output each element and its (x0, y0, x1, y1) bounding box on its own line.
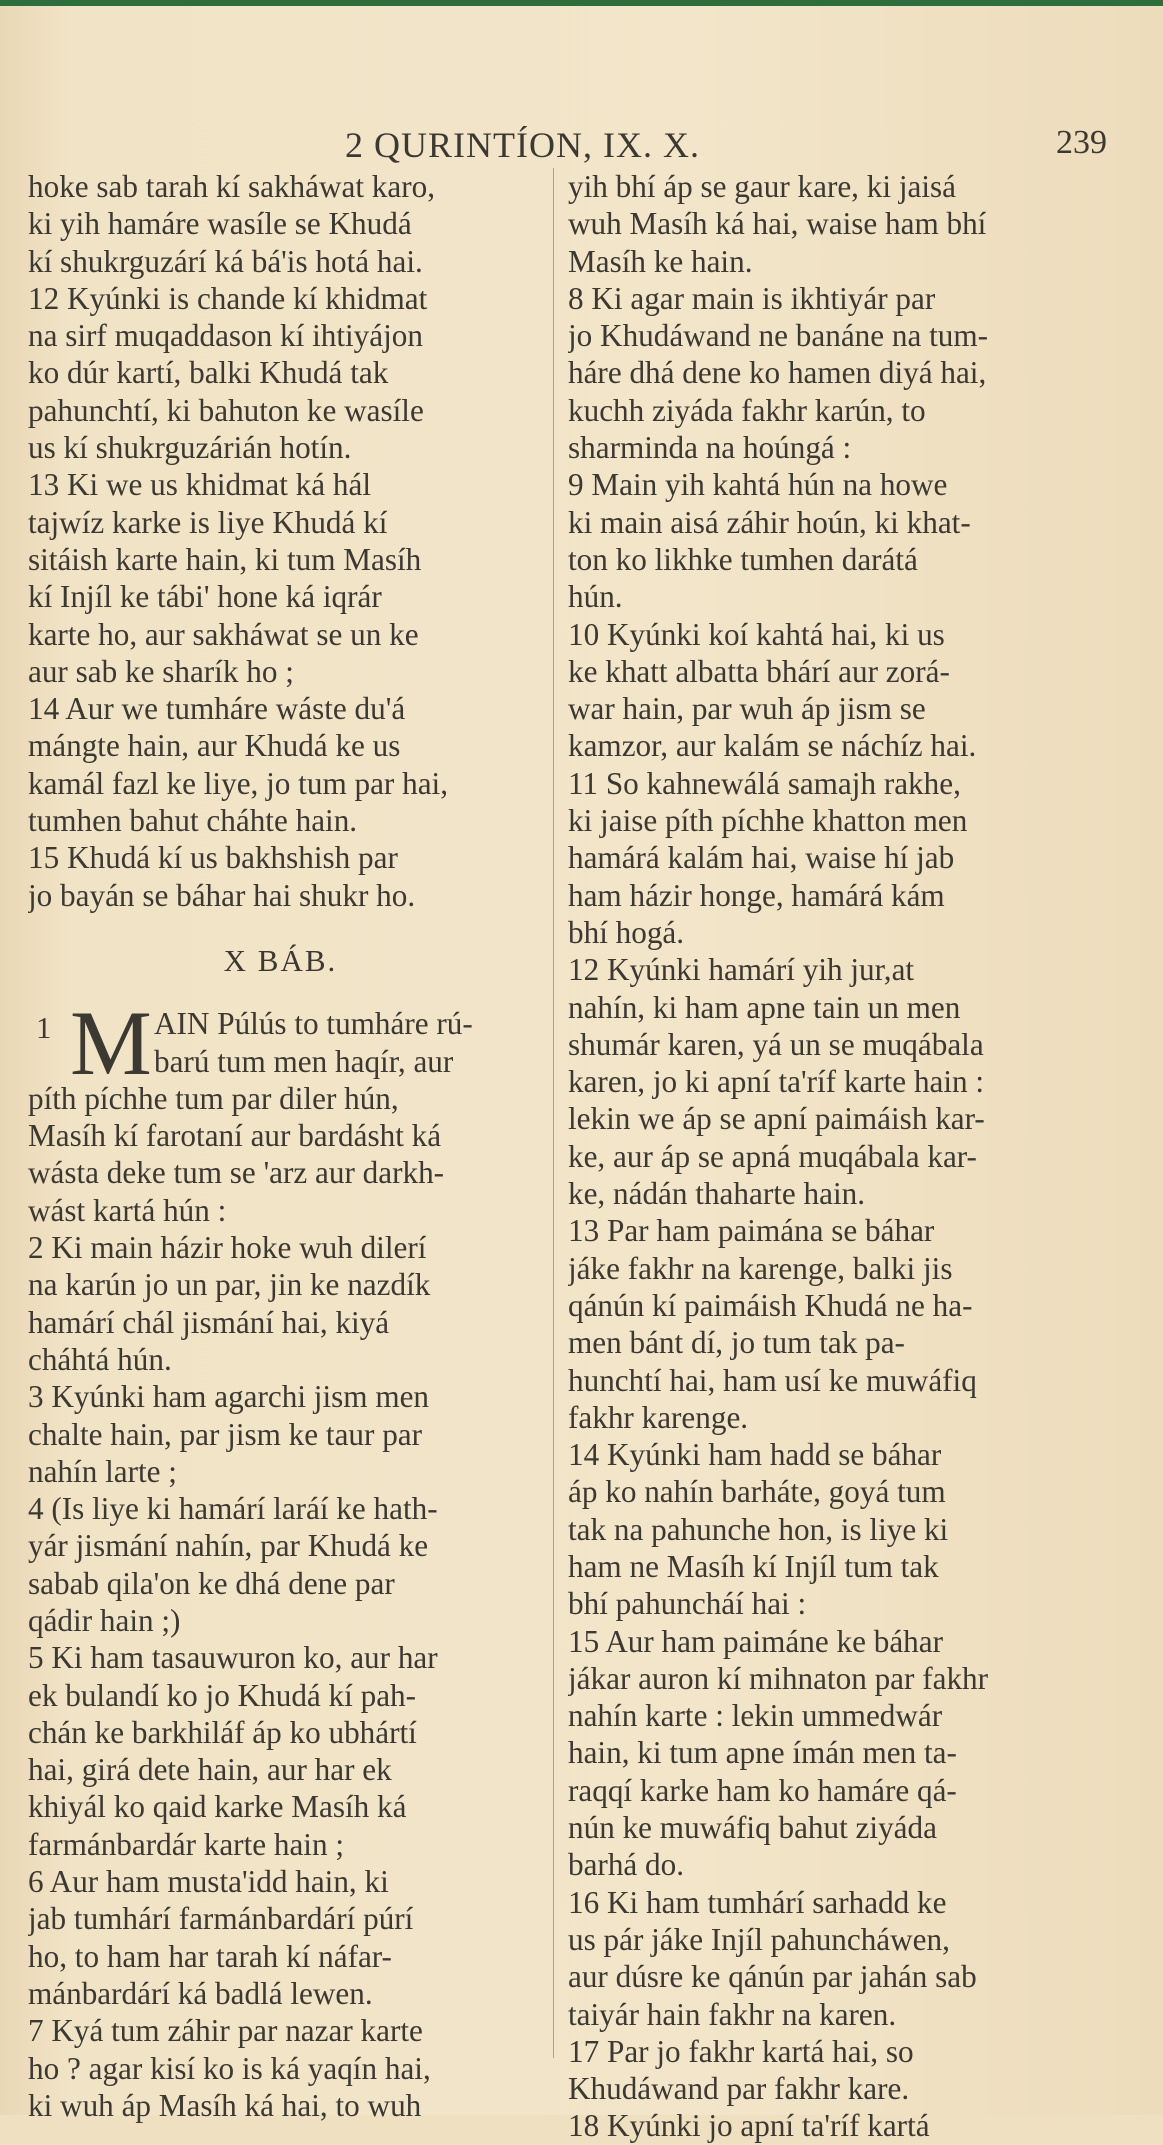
text-line: 12 Kyúnki is chande kí khidmat (28, 280, 428, 316)
text-line: kamál fazl ke liye, jo tum par hai, (28, 765, 449, 801)
text-line: áp ko nahín barháte, goyá tum (568, 1474, 946, 1510)
text-line: kuchh ziyáda fakhr karún, to (568, 392, 926, 428)
text-line: hain, ki tum apne ímán men ta- (568, 1735, 957, 1771)
text-line: 6 Aur ham musta'idd hain, ki (28, 1864, 389, 1900)
text-line: 12 Kyúnki hamárí yih jur,at (568, 952, 915, 988)
text-line: ke khatt albatta bhárí aur zorá- (568, 653, 950, 689)
text-line: nún ke muwáfiq bahut ziyáda (568, 1810, 937, 1846)
text-line: ki yih hamáre wasíle se Khudá (28, 206, 412, 242)
text-line: shumár karen, yá un se muqábala (568, 1026, 984, 1062)
text-line: bhí hogá. (568, 914, 685, 950)
column-divider (553, 168, 554, 2058)
text-line: ek bulandí ko jo Khudá kí pah- (28, 1677, 417, 1713)
text-line: píth píchhe tum par diler hún, (28, 1080, 399, 1116)
text-line: nahín, ki ham apne tain un men (568, 989, 961, 1025)
text-line: ke, aur áp se apná muqábala kar- (568, 1138, 977, 1174)
text-line: sharminda na hoúngá : (568, 430, 852, 466)
text-line: us kí shukrguzárián hotín. (28, 430, 352, 466)
page-number: 239 (1056, 124, 1107, 161)
left-text-block (28, 168, 553, 914)
text-line: 4 (Is liye ki hamárí laráí ke hath- (28, 1491, 438, 1527)
text-line: men bánt dí, jo tum tak pa- (568, 1325, 905, 1361)
text-line: mánbardárí ká badlá lewen. (28, 1975, 373, 2011)
text-line: war hain, par wuh áp jism se (568, 691, 926, 727)
text-line: 2 Ki main házir hoke wuh dilerí (28, 1230, 427, 1266)
text-line: 14 Aur we tumháre wáste du'á (28, 691, 406, 727)
text-line: 7 Kyá tum záhir par nazar karte (28, 2013, 423, 2049)
text-line: 14 Kyúnki ham hadd se báhar (568, 1437, 942, 1473)
text-line: Masíh ke hain. (568, 243, 753, 279)
left-text-block-continued (28, 1080, 553, 2124)
text-line: raqqí karke ham ko hamáre qá- (568, 1772, 957, 1808)
text-line: hamárí chál jismání hai, kiyá (28, 1304, 390, 1340)
text-line: yár jismání nahín, par Khudá ke (28, 1528, 429, 1564)
text-line: ki wuh áp Masíh ká hai, to wuh (28, 2087, 422, 2123)
text-line: sitáish karte hain, ki tum Masíh (28, 541, 422, 577)
text-line: ki jaise píth píchhe khatton men (568, 803, 968, 839)
text-line: qádir hain ;) (28, 1602, 181, 1638)
page-header (0, 124, 1163, 174)
text-line: barú tum men haqír, aur (154, 1043, 454, 1079)
text-line: hai, girá dete hain, aur har ek (28, 1752, 392, 1788)
text-line: ko dúr kartí, balki Khudá tak (28, 355, 389, 391)
text-line: cháhtá hún. (28, 1341, 172, 1377)
text-line: nahín larte ; (28, 1453, 177, 1489)
text-line: sabab qila'on ke dhá dene par (28, 1565, 395, 1601)
text-line: AIN Púlús to tumháre rú- (154, 1006, 473, 1042)
text-line: kamzor, aur kalám se náchíz hai. (568, 728, 977, 764)
text-line: nahín karte : lekin ummedwár (568, 1698, 943, 1734)
text-line: aur sab ke sharík ho ; (28, 653, 294, 689)
text-line: lekin we áp se apní paimáish kar- (568, 1101, 985, 1137)
text-line: chalte hain, par jism ke taur par (28, 1416, 423, 1452)
text-line: tumhen bahut cháhte hain. (28, 803, 358, 839)
text-line: 8 Ki agar main is ikhtiyár par (568, 280, 936, 316)
drop-cap: M (70, 992, 152, 1095)
text-line: ki main aisá záhir hoún, ki khat- (568, 504, 971, 540)
text-line: yih bhí áp se gaur kare, ki jaisá (568, 169, 956, 204)
text-line: bhí pahuncháí hai : (568, 1586, 807, 1622)
text-line: qánún kí paimáish Khudá ne ha- (568, 1287, 973, 1323)
text-line: ham házir honge, hamárá kám (568, 877, 945, 913)
text-line: kí shukrguzárí ká bá'is hotá hai. (28, 243, 423, 279)
text-line: wást kartá hún : (28, 1192, 227, 1228)
text-line: 16 Ki ham tumhárí sarhadd ke (568, 1884, 947, 1920)
text-line: jo Khudáwand ne banáne na tum- (568, 318, 989, 354)
text-line: wuh Masíh ká hai, waise ham bhí (568, 206, 987, 242)
text-line: 15 Aur ham paimáne ke báhar (568, 1623, 943, 1659)
text-line: 18 Kyúnki jo apní ta'ríf kartá (568, 2108, 930, 2144)
text-line: kí Injíl ke tábi' hone ká iqrár (28, 579, 382, 615)
text-line: pahunchtí, ki bahuton ke wasíle (28, 392, 424, 428)
text-line: 15 Khudá kí us bakhshish par (28, 840, 398, 876)
running-title: 2 QURINTÍON, IX. X. (345, 125, 700, 165)
text-line: Masíh kí farotaní aur bardásht ká (28, 1118, 442, 1154)
text-line: hamárá kalám hai, waise hí jab (568, 840, 955, 876)
text-line: karte ho, aur sakháwat se un ke (28, 616, 419, 652)
text-line: jo bayán se báhar hai shukr ho. (28, 877, 416, 913)
text-line: ton ko likhke tumhen darátá (568, 541, 918, 577)
text-line: hoke sab tarah kí sakháwat karo, (28, 169, 436, 204)
text-line: khiyál ko qaid karke Masíh ká (28, 1789, 407, 1825)
text-line: 5 Ki ham tasauwuron ko, aur har (28, 1640, 438, 1676)
text-line: hunchtí hai, ham usí ke muwáfiq (568, 1362, 977, 1398)
text-line: na sirf muqaddason kí ihtiyájon (28, 318, 423, 354)
text-line: na karún jo un par, jin ke nazdík (28, 1267, 431, 1303)
chapter-heading: X BÁB. (223, 942, 338, 978)
text-line: mángte hain, aur Khudá ke us (28, 728, 401, 764)
text-line: 13 Ki we us khidmat ká hál (28, 467, 372, 503)
text-line: taiyár hain fakhr na karen. (568, 1996, 897, 2032)
text-line: jab tumhárí farmánbardárí púrí (28, 1901, 414, 1937)
text-line: tak na pahunche hon, is liye ki (568, 1511, 949, 1547)
right-column (568, 168, 1088, 2145)
text-line: us pár jáke Injíl pahuncháwen, (568, 1921, 950, 1957)
text-line: tajwíz karke is liye Khudá kí (28, 504, 388, 540)
text-line: ho, to ham har tarah kí náfar- (28, 1938, 392, 1974)
text-line: chán ke barkhiláf áp ko ubhártí (28, 1714, 417, 1750)
text-line: 3 Kyúnki ham agarchi jism men (28, 1379, 430, 1415)
text-line: háre dhá dene ko hamen diyá hai, (568, 355, 987, 391)
text-line: hún. (568, 579, 623, 615)
right-text-block (568, 168, 1088, 2145)
text-line: 11 So kahnewálá samajh rakhe, (568, 765, 961, 801)
text-line: fakhr karenge. (568, 1399, 749, 1435)
verse-number: 1 (36, 1010, 52, 1046)
text-line: jákar auron kí mihnaton par fakhr (568, 1660, 989, 1696)
text-line: aur dúsre ke qánún par jahán sab (568, 1959, 977, 1995)
text-line: Khudáwand par fakhr kare. (568, 2071, 910, 2107)
text-line: 9 Main yih kahtá hún na howe (568, 467, 948, 503)
left-column (28, 168, 553, 2124)
text-line: 10 Kyúnki koí kahtá hai, ki us (568, 616, 945, 652)
verse-one-block (28, 992, 553, 1095)
text-line: 13 Par ham paimána se báhar (568, 1213, 935, 1249)
text-line: wásta deke tum se 'arz aur darkh- (28, 1155, 445, 1191)
text-line: ho ? agar kisí ko is ká yaqín hai, (28, 2050, 431, 2086)
text-line: ham ne Masíh kí Injíl tum tak (568, 1548, 939, 1584)
text-line: barhá do. (568, 1847, 685, 1883)
text-line: farmánbardár karte hain ; (28, 1826, 345, 1862)
text-line: 17 Par jo fakhr kartá hai, so (568, 2033, 914, 2069)
text-line: ke, nádán thaharte hain. (568, 1176, 866, 1212)
text-line: karen, jo ki apní ta'ríf karte hain : (568, 1064, 985, 1100)
text-line: jáke fakhr na karenge, balki jis (568, 1250, 953, 1286)
